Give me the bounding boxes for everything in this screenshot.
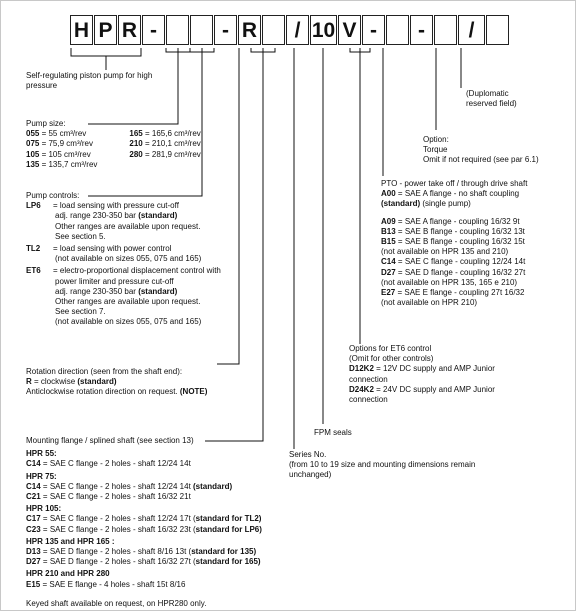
pto-text: SAE A flange - no shaft coupling [404, 189, 520, 199]
self-regulating-line-1: Self-regulating piston pump for high [26, 71, 153, 80]
lp6-line: Other ranges are available upon request. [55, 221, 201, 231]
pto-block: PTO - power take off / through drive shaft A00 = SAE A flange - no shaft coupling (standard) (single pump) A09 = SAE A flange - coupling 16/32 9t B13 = SAE B flange - coupling 16/32 13t B15 = SAE B flange - coupling 16/32 15t (not available on HPR 135 and 210) C14 = SAE C flange - coupling 12/24 14t D27 = SAE D flange - coupling 16/32 27t (not available on HPR 135, 165 e 210) E27 = SAE E flange - coupling 27t 16/32 (not available on HPR 210) [381, 179, 528, 308]
size-code: 210 [129, 139, 143, 149]
code-cell-r: R [118, 15, 141, 45]
mounting-group-head: HPR 55: [26, 449, 57, 459]
code-cell-series: 10 [310, 15, 337, 45]
mounting-title: Mounting flange / splined shaft (see section 13) [26, 436, 194, 445]
rotation-anti: Anticlockwise rotation direction on request. [26, 387, 178, 397]
mounting-code: C23 [26, 524, 41, 534]
mounting-code: E15 [26, 579, 41, 589]
mounting-text: SAE C flange - 2 holes - shaft 12/24 14t [49, 459, 191, 469]
et6-line: adj. range 230-350 bar [55, 286, 136, 296]
series-block [289, 450, 475, 481]
mounting-text: SAE D flange - 2 holes - shaft 16/32 27t ( [49, 557, 196, 567]
control-code-lp6: LP6 [26, 201, 41, 211]
mounting-standard: standard for 165) [195, 557, 261, 567]
duplomatic-block [466, 89, 517, 109]
mounting-code: C14 [26, 481, 41, 491]
lp6-standard: (standard) [138, 211, 178, 221]
mounting-code: C21 [26, 492, 41, 502]
series-title: Series No. [289, 450, 327, 459]
et6-option-code: D24K2 [349, 384, 374, 394]
code-cell-dash-3: - [362, 15, 385, 45]
pto-standard: (standard) [381, 199, 421, 209]
et6-line: power limiter and pressure cut-off [55, 276, 174, 286]
size-value: 210,1 cm³/rev [151, 139, 201, 149]
size-value: 105 cm³/rev [48, 149, 91, 159]
size-value: 165,6 cm³/rev [151, 129, 201, 139]
size-code: 165 [129, 129, 143, 139]
size-code: 075 [26, 139, 40, 149]
et6-options-title: Options for ET6 control [349, 344, 432, 353]
et6-options-subtitle: (Omit for other controls) [349, 354, 434, 364]
fpm-seals-label: FPM seals [314, 428, 352, 437]
pto-note: (not available on HPR 135 and 210) [381, 247, 509, 257]
code-cell-seals: V [338, 15, 361, 45]
et6-option-text: 12V DC supply and AMP Junior [383, 364, 495, 374]
mounting-standard: standard for 135) [191, 547, 257, 557]
rotation-code: R [26, 377, 32, 387]
mounting-code: D13 [26, 547, 41, 557]
mounting-standard: (standard) [193, 481, 233, 491]
pto-code: B15 [381, 237, 396, 247]
mounting-text: SAE C flange - 2 holes - shaft 12/24 17t ( [49, 514, 196, 524]
et6-option-text: connection [349, 395, 388, 405]
mounting-code: C17 [26, 514, 41, 524]
code-cell-rotation: R [238, 15, 261, 45]
mounting-text: SAE C flange - 2 holes - shaft 12/24 14t [49, 481, 194, 491]
pto-code: B13 [381, 226, 396, 236]
pto-code: A00 [381, 189, 396, 199]
mounting-group-head: HPR 135 and HPR 165 : [26, 536, 115, 546]
series-line: unchanged) [289, 470, 332, 480]
pto-text: (single pump) [422, 199, 471, 209]
duplomatic-line: (Duplomatic [466, 89, 509, 98]
control-code-et6: ET6 [26, 266, 41, 276]
option-line: Omit if not required (see par 6.1) [423, 155, 539, 165]
hpr-bracket [71, 48, 141, 56]
size-code: 135 [26, 159, 40, 169]
rotation-block: Rotation direction (seen from the shaft end): R = clockwise (standard) Anticlockwise rotation direction on request. (NOTE) [26, 367, 208, 397]
lp6-line: adj. range 230-350 bar [55, 211, 136, 221]
lp6-line: See section 5. [55, 231, 106, 241]
size-code: 055 [26, 129, 40, 139]
et6-standard: (standard) [138, 286, 178, 296]
pump-size-table: 055 = 55 cm³/rev 165 = 165,6 cm³/rev 075 = 75,9 cm³/rev 210 = 210,1 cm³/rev 105 = 105 cm³/rev 280 = 281,9 cm³/rev 135 = 135,7 cm³/rev [26, 129, 201, 169]
code-cell-p: P [94, 15, 117, 45]
tl2-line: load sensing with power control [59, 244, 172, 254]
mounting-code: C14 [26, 459, 41, 469]
keyed-shaft-note: Keyed shaft available on request, on HPR280 only. [26, 598, 207, 608]
series-line: (from 10 to 19 size and mounting dimensions remain [289, 460, 476, 470]
self-regulating-note [26, 71, 152, 91]
pto-text: SAE E flange - coupling 27t 16/32 [404, 288, 525, 298]
control-code-tl2: TL2 [26, 244, 41, 254]
et6-line: (not available on sizes 055, 075 and 165) [55, 317, 202, 327]
pto-code: E27 [381, 288, 396, 298]
size-value: 135,7 cm³/rev [48, 159, 98, 169]
mounting-code: D27 [26, 557, 41, 567]
et6-option-text: 24V DC supply and AMP Junior [383, 384, 495, 394]
size-value: 75,9 cm³/rev [48, 139, 93, 149]
code-cell-dash-1: - [142, 15, 165, 45]
size-code: 280 [129, 149, 143, 159]
pto-note: (not available on HPR 135, 165 e 210) [381, 277, 518, 287]
pto-text: SAE C flange - coupling 12/24 14t [404, 257, 526, 267]
code-cell-slash-2: / [458, 15, 485, 45]
duplomatic-line: reserved field) [466, 99, 517, 109]
option-block [423, 135, 539, 166]
code-cell-h: H [70, 15, 93, 45]
pto-text: SAE D flange - coupling 16/32 27t [404, 267, 526, 277]
tl2-line: (not available on sizes 055, 075 and 165) [55, 254, 202, 264]
mounting-text: SAE C flange - 2 holes - shaft 16/32 21t [49, 492, 191, 502]
code-cell-dash-2: - [214, 15, 237, 45]
et6-options-block: Options for ET6 control (Omit for other controls) D12K2 = 12V DC supply and AMP Junior connection D24K2 = 24V DC supply and AMP Junior connection [349, 344, 495, 405]
option-title: Option: [423, 135, 449, 144]
mounting-text: SAE C flange - 2 holes - shaft 16/32 23t ( [49, 524, 196, 534]
pto-code: A09 [381, 216, 396, 226]
mounting-group-head: HPR 210 and HPR 280 [26, 569, 110, 579]
size-value: 281,9 cm³/rev [151, 149, 201, 159]
pto-text: SAE B flange - coupling 16/32 13t [404, 226, 525, 236]
size-value: 55 cm³/rev [48, 129, 87, 139]
et6-line: See section 7. [55, 307, 106, 317]
size-code: 105 [26, 149, 40, 159]
rotation-standard: (standard) [77, 377, 117, 387]
code-cell-slash-1: / [286, 15, 309, 45]
pto-note: (not available on HPR 210) [381, 298, 478, 308]
mounting-text: SAE D flange - 2 holes - shaft 8/16 13t ( [49, 547, 192, 557]
rotation-title: Rotation direction (seen from the shaft end): [26, 367, 183, 376]
et6-line: Other ranges are available upon request. [55, 297, 201, 307]
option-line: Torque [423, 145, 448, 155]
pto-title: PTO - power take off / through drive shaft [381, 179, 528, 188]
self-regulating-line-2: pressure [26, 81, 58, 91]
mounting-standard: standard for TL2) [195, 514, 262, 524]
lp6-line: load sensing with pressure cut-off [59, 201, 179, 211]
et6-line: electro-proportional displacement control with [59, 266, 221, 276]
mounting-block: Mounting flange / splined shaft (see section 13) HPR 55: C14 = SAE C flange - 2 holes - shaft 12/24 14t HPR 75: C14 = SAE C flange - 2 holes - shaft 12/24 14t (standard) C21 = SAE C flange - 2 holes - shaft 16/32 21t HPR 105: C17 = SAE C flange - 2 holes - shaft 12/24 17t (standard for TL2) C23 = SAE C flange - 2 holes - shaft 16/32 23t (standard for LP6) HPR 135 and HPR 165 : D13 = SAE D flange - 2 holes - shaft 8/16 13t (standard for 135) D27 = SAE D flange - 2 holes - shaft 16/32 27t (standard for 165) HPR 210 and HPR 280 E15 = SAE E flange - 4 holes - shaft 15t 8/16 Keyed shaft available on request, on HPR280 only. [26, 436, 262, 608]
et6-option-code: D12K2 [349, 364, 374, 374]
pump-size-title: Pump size: [26, 119, 66, 128]
et6-option-text: connection [349, 374, 388, 384]
pto-code: D27 [381, 267, 396, 277]
code-cell-dash-4: - [410, 15, 433, 45]
pump-size-block [26, 119, 203, 170]
rotation-text: clockwise [40, 377, 76, 387]
pto-text: SAE A flange - coupling 16/32 9t [404, 216, 520, 226]
pto-code: C14 [381, 257, 396, 267]
mounting-group-head: HPR 75: [26, 471, 57, 481]
controls-title: Pump controls: [26, 191, 80, 200]
rotation-note: (NOTE) [179, 387, 208, 397]
pump-controls-block: Pump controls: LP6 = load sensing with pressure cut-off adj. range 230-350 bar (standard) Other ranges are available upon request. See section 5. TL2 = load sensing with power control (not available on sizes 055, 075 and 165) ET6 = electro-proportional displacement control with power limiter and pressure cut-off adj. range 230-350 bar (standard) Other ranges are available upon request. See section 7. (not available on sizes 055, 075 and 165) [26, 191, 221, 327]
mounting-text: SAE E flange - 4 holes - shaft 15t 8/16 [49, 579, 186, 589]
mounting-standard: standard for LP6) [195, 524, 262, 534]
mounting-group-head: HPR 105: [26, 504, 62, 514]
pto-text: SAE B flange - coupling 16/32 15t [404, 237, 525, 247]
